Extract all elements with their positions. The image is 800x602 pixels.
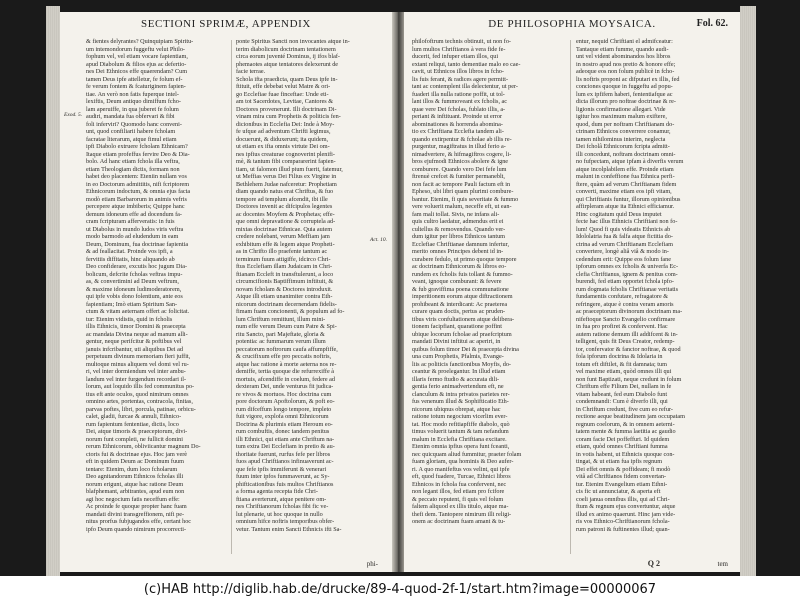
text-line: go Ecclefiae fuae finceftae: Unde eti- xyxy=(236,90,329,98)
text-line: januis infcribantur, uti aliquibus Dei ad xyxy=(86,345,184,353)
right-page-column-b xyxy=(576,38,732,558)
text-line: ri. A quo manifeftus vos velint, qui ipfe xyxy=(412,465,510,473)
text-line: periant & inftituant. Proinde ut error xyxy=(412,113,503,120)
text-line: quibus folum timor Dei & praecepta divina xyxy=(412,345,519,353)
text-line: ftus Ecclefiam illam Judaicam in Chri- xyxy=(236,263,333,270)
text-line: Idololatria fua & falfa atque fictitia do- xyxy=(576,233,673,240)
text-line: conciones quoque in fuggeftu ad popu- xyxy=(576,83,673,90)
text-line: exhibitum effe & legem atque Propheti- xyxy=(236,240,335,248)
text-line: landum vel inter furgendum recordari il- xyxy=(86,375,187,383)
text-line: atque hac ratione à morte aeterna nos re- xyxy=(236,360,337,368)
text-line: Chriftum effe Filium Dei, nullam in fe xyxy=(576,383,672,390)
text-line: timus voluerit tantum & tam nefandum xyxy=(412,428,509,435)
text-line: ctum & vitam aeternam offert ac folicitat. xyxy=(86,308,190,315)
text-line: tius eft ante oculos, quod nimirum omnes xyxy=(86,390,189,398)
text-line: clanculum & intra privatos parietes rer- xyxy=(412,390,510,398)
text-line: dum igitur per libros Ethnicos tantum xyxy=(412,233,505,240)
text-line: quando extirpentur & fcholae ab illis re- xyxy=(412,135,512,143)
text-line: fundamentis confutare, refragatore & xyxy=(576,293,669,300)
text-line: Ecclefiae Chriftianae damnum infertur, xyxy=(412,240,509,248)
text-line: ipforum omnes ex fcholis & univerfa Ec- xyxy=(576,263,679,270)
text-line: que omni depravatione & corruptela ad- xyxy=(236,218,336,225)
text-line: tat. Hoc modo refitiapfiffe diabolo, quò xyxy=(412,420,510,428)
text-line: malunt in confeffione fua Ethnica perfi- xyxy=(576,173,675,180)
text-line: in votis habent, ut Ethnicis quoque con- xyxy=(576,450,675,458)
right-page-column-a xyxy=(412,38,564,558)
text-line: Dei, atque timoris & praeceptorum, divi- xyxy=(86,428,188,435)
text-line: blafphemant, arbitrantes, apud eum non xyxy=(86,488,185,495)
text-line: totum eft diftilet, & fit damnata; tum xyxy=(576,360,667,368)
text-line: lum! Quod fi quis videatis Ethnicis ab xyxy=(576,225,671,233)
text-line: fecte hac illus Ethnicis Chriftiani non fo- xyxy=(576,218,678,225)
text-line: ctrinam Ethnicos converrere conamur, xyxy=(576,128,671,135)
text-line: circumcifionis Baptiffimum inftituit, & xyxy=(236,278,334,285)
text-line: faltem aliquod ex illis titulo, atque ma- xyxy=(412,503,509,510)
text-line: facratae literarum, atque fimul etiam xyxy=(86,135,177,143)
text-line: Itaque etiam profeffus fervire Deo & Dia- xyxy=(86,150,190,158)
text-line: habet deo placentem: Eteniin nullam vos xyxy=(86,173,187,180)
text-line: lorum, aut loquido illis fed communitus po- xyxy=(86,383,195,390)
text-line: cedendum erit: Quippe eos folum fane xyxy=(576,255,672,263)
left-page-edges xyxy=(46,6,60,576)
text-line: convertere, longè aliâ viâ & modo in- xyxy=(576,248,669,255)
text-line: rum patroni & fuftinentes illud; quan- xyxy=(576,525,670,533)
text-line: ut Diabolus in mundo ludos viris veftra xyxy=(86,225,184,233)
signature-mark: Q 2 xyxy=(647,559,660,568)
text-line: nes Dei Ethnicos effe quaerendam? Cum xyxy=(86,68,188,75)
text-line: tentare: Etenim, dum loco fcholarum xyxy=(86,465,178,473)
text-line: fam mali tollat. Sivis, ne infans ali- xyxy=(412,210,500,218)
text-line: ctrina ad verum Chriftianam Ecclefiam xyxy=(576,240,673,248)
text-line: Bethlehem Judae nafceretur: Prophetiam xyxy=(236,180,337,188)
text-line: unt, quod confiliarii habere fcholam xyxy=(86,128,176,135)
text-line: & crucifixum effe pro peccatis noftris, xyxy=(236,353,332,360)
text-line: tor, confervator & fanctor noftrae, & quod xyxy=(576,345,681,353)
text-line: lis fuis ferant, & radices agere permitt- xyxy=(412,75,509,83)
text-line: foli inferviri? Quomodo hanc conveni- xyxy=(86,120,182,128)
text-line: Dei fcholâ Ethnicorum fcripta admitt- xyxy=(576,143,670,150)
text-line: omnium hifce noftris temporibus obfer- xyxy=(236,518,335,525)
text-line: fuum inter ipfos fummaverunt, ac Sy- xyxy=(236,473,330,480)
text-line: Deo confiderare, excutis hoc jugum Dia- xyxy=(86,263,188,270)
text-line: cultellus & removendus. Quando ver- xyxy=(412,225,506,233)
text-line: ligionis confirmatione allegari. Vide xyxy=(576,105,666,113)
text-line: lum Chriftum remittunt, illum mini- xyxy=(236,315,326,323)
text-line: Doctores invenit ac difcipulos legentes xyxy=(236,203,333,210)
text-line: Deum, Dominum, fua doctrinae fapientia xyxy=(86,240,189,248)
text-line: non funt Baptizati, neque credunt in folum xyxy=(576,375,682,383)
text-line: qui Chriftianis funtur, illorum opinionibus xyxy=(576,195,681,203)
text-line: refringere, atque è contra veram amoris xyxy=(576,300,674,308)
text-line: lum ex ipfifem haberi, fententiafque ac xyxy=(576,90,673,98)
text-line: ac mandata Divina neque ad manum alli- xyxy=(86,330,188,338)
source-url-text: (c)HAB http://diglib.hab.de/drucke/89-4-quod-2f-1/start.htm?image=00000067 xyxy=(143,581,657,597)
text-line: ipfi Diabolo extruere fcholam Ethnicam? xyxy=(86,143,188,150)
text-line: Doctores provenerunt. Illi doctrinam Di- xyxy=(236,105,337,113)
text-line: que fefe ipfis immiferunt & venerari xyxy=(236,465,327,473)
text-line: mè, & tantum fibi compararerint fapien- xyxy=(236,158,336,165)
text-line: vitâ ad Chriftianos fidem convertan- xyxy=(576,473,667,480)
text-line: tum extra Dei Ecclefiam in pretio & au- xyxy=(236,443,335,450)
left-catchword: phi- xyxy=(366,560,378,568)
text-line: & ad feallacitat. Proinde vos ipfi, a xyxy=(86,248,173,255)
book-gutter xyxy=(392,12,404,572)
text-line: pore doctorum Apoftolorum, & poft eo- xyxy=(236,398,335,405)
text-line: Ethnicorum indoctum, & omnia ejus facta xyxy=(86,188,191,195)
text-line: tempore ad templum afcendit, ibi ille xyxy=(236,195,328,203)
text-line: & fientes delyrantes? Quinquipiam Spiritu- xyxy=(86,38,194,45)
text-line: um intemondorum fuggeftu velut Philo- xyxy=(86,45,185,53)
text-line: unt vel vident abominandos hos libros xyxy=(576,53,671,60)
text-line: vetur. Tantum enim Sancti Ethnicis ifti Sa- xyxy=(236,525,342,533)
text-line: quis cultro laedatur, admendus erit ei xyxy=(412,218,504,225)
text-line: converti, maxime etiam eos ipfi vitam, xyxy=(576,188,672,195)
text-line: tur: Etenim vidistis, quid in fcholis xyxy=(86,315,173,323)
text-line: bolicum, defcrite fcholas veftras impu- xyxy=(86,270,183,278)
text-line: cis fic ut annunciatur, & aperta eft xyxy=(576,488,661,495)
text-line: omnino artes, portentas, contracola, finitas, xyxy=(86,398,193,405)
text-line: Dei effet omnis & poffideam; fi modò xyxy=(576,465,671,473)
text-line: liis ac politicis fanctionibus Moyfis, do- xyxy=(412,360,511,368)
text-line: comburere. Quando vero Dei fefe lum xyxy=(412,165,507,173)
right-page-header xyxy=(404,18,740,34)
text-line: in fua pro profiret & confervent. Hac xyxy=(576,323,668,330)
text-line: quae vere Dei fcholas, fublato illis, a- xyxy=(412,105,506,113)
text-line: ponte Spiritus Sancti non invocantes atque in- xyxy=(236,38,350,45)
right-column-divider xyxy=(570,40,571,554)
text-line: & fub graviffima poena communatione xyxy=(412,285,509,293)
text-line: nes Chriftianorum fcholas fibi fic ve- xyxy=(236,503,329,510)
text-line: fervitiis diffitatis, hinc aliquando ab xyxy=(86,255,175,263)
text-line: & maxime idoneum ludimoderatorem, xyxy=(86,285,182,293)
text-line: gentur, neque perifcitur & poftibus vel xyxy=(86,338,182,345)
text-line: Ethnicos in fchola fua confervent, nec xyxy=(412,480,507,488)
text-line: in nostro apud nos pretio & honore effe; xyxy=(576,60,676,68)
text-line: nicorum doctrinam decernendam fidelis- xyxy=(236,300,337,308)
text-line: multoque minus aliquem vel domi vel ru- xyxy=(86,360,189,368)
text-line: imperitionem eorum atque diftractionem xyxy=(412,293,513,300)
folio-number: Fol. 62. xyxy=(696,18,728,29)
text-line: rum dogmata fcholis Chriftianae veritatis xyxy=(576,285,679,293)
right-catchword: tem xyxy=(717,560,728,568)
text-line: rum difceffum longo tempore, impleto xyxy=(236,405,332,413)
text-line: mandati Divini inftitui ac aperiri, in xyxy=(412,338,501,345)
text-line: ratione totum negocium vicerlim ever- xyxy=(412,413,508,420)
text-line: parvas poftes, libri, porcula, patinae, orbicu- xyxy=(86,405,196,413)
text-line: fuam gloriam, qua hominis & Deo aufer- xyxy=(412,458,514,465)
text-line: & peccato reputent, fi quis vel folum xyxy=(412,495,504,503)
text-line: bantur. Etenim, fi quis severitate & fummo xyxy=(412,195,519,203)
text-line: gentia ferio animadvertendum eft, ne xyxy=(412,383,504,390)
text-line: dicta illorum pro noftrae doctrinae & re- xyxy=(576,98,676,105)
text-line: nicorum ubiqnus obrepat, atque hac xyxy=(412,405,501,413)
text-line: dexteram Dei, unde venturus fit judica- xyxy=(236,383,334,390)
text-line: tamen Deus ipfe attelletur, fe folum ef- xyxy=(86,75,183,83)
text-line: tibus viris confultationem atque delibera- xyxy=(412,315,515,323)
text-line: terminum fuum attigiffe, idcirco Chri- xyxy=(236,255,331,263)
text-line: apud Diabolum & filios ejus ac defertio- xyxy=(86,60,187,68)
right-page-edges xyxy=(740,6,756,576)
text-line: prohibeant & interdicant: Ac praeterea xyxy=(412,300,508,308)
text-line: veant, ignoque comburant: & fevere xyxy=(412,278,502,285)
text-line: ac praeceptorum divinorum doctrinam ma- xyxy=(576,308,683,315)
text-line: nitus prorfus fubjugandos effe, certant hoc xyxy=(86,518,192,525)
text-line: Deo agnitandorum Ethnicos fcholas illi xyxy=(86,473,184,480)
text-line: malum in Ecclefia Chriftiana excitare. xyxy=(412,435,507,443)
text-line: coram facie Dei poffeffuri. Id quidem xyxy=(576,435,670,443)
left-page-column-b xyxy=(236,38,380,558)
text-line: telligent, quis fit Deus Creator, redemp- xyxy=(576,338,675,345)
text-line: regnum coelorum, & in omnem aeterni- xyxy=(576,420,675,428)
source-attribution xyxy=(0,576,800,602)
left-page-header xyxy=(60,18,392,34)
text-line: illi Ethnici, qui etiam ante Chriftum na- xyxy=(236,435,335,443)
text-line: modo barmodo ad eludendum in eam xyxy=(86,233,179,240)
text-line: illud ex animo quaerunt. Hinc jam vide- xyxy=(576,510,676,518)
text-line: etiam, quòd omnes Chriftiani fumma xyxy=(576,443,668,450)
text-line: no fufpectam, atque ipfam à diverfis verum xyxy=(576,158,684,165)
text-line: condemnandi: Cum è diverfo illi, qui xyxy=(576,398,668,405)
text-line: diam quando natus erat Chriftus, & fuo xyxy=(236,188,334,195)
text-line: tamen nihilominus interim, neglecta xyxy=(576,135,666,143)
text-line: coeli janua omnibus illis, qui ad Chri- xyxy=(576,495,670,503)
text-line: thefi dem. Tantopere nimirum illi religi- xyxy=(412,510,512,518)
text-line: thoritate fuerunt, rurfus fefe per libros xyxy=(236,450,331,458)
text-line: clefia Chriftianus, ignem & penitus com- xyxy=(576,270,678,278)
text-line: docuerunt, & diduxerunt; ita quidem, xyxy=(236,135,329,143)
text-line: nes ipfius creaturae cognoverint plenifi- xyxy=(236,150,335,158)
text-line: bolo. Ad hanc etiam fchola illa veftra, xyxy=(86,158,180,165)
text-line: ftere, quàm ad verum Chriftianam fidem xyxy=(576,180,677,188)
text-line: Epheso, ubi libri quam plurimi combure- xyxy=(412,188,514,195)
text-line: rum combuftis, donec tandem penitus xyxy=(236,428,330,435)
left-page-column-a xyxy=(86,38,226,558)
text-line: facie terrae. xyxy=(236,68,266,75)
text-line: nimadvertere, & hifmagiftros cogere, li- xyxy=(412,150,512,158)
text-line: vinam mira cum Prophetis & politicis fen- xyxy=(236,113,341,120)
text-line: nec quicquam aliud fummitur, praeter folam xyxy=(412,450,522,458)
text-line: lum multos Chriftianos à vera fide fe- xyxy=(412,45,506,53)
text-line: non facit ac tempore Pauli factum eft in xyxy=(412,180,511,188)
text-line: norum erigunt, atque hac ratione Deum xyxy=(86,480,184,488)
text-line: in Chriftum credunt, five cum eo refur- xyxy=(576,405,673,413)
text-line: audiri, mandata fua obfervari & fibi xyxy=(86,113,175,120)
text-line: illi concedunt, noftram doctrinam omni- xyxy=(576,150,676,158)
text-line: autem ratione demum illi addifcent & in- xyxy=(576,330,678,338)
text-line: tur. Etenim Evangelium etiam Ethni- xyxy=(576,480,668,488)
text-line: ducerit, fed infuper etiam illos, qui xyxy=(412,53,499,60)
text-line: illaris fermo ftudio & accurata dili- xyxy=(412,375,500,383)
left-column-divider xyxy=(231,40,232,554)
text-line: illis Ethnicis, timor Domini & praecepta xyxy=(86,323,186,330)
text-line: rerum Ethnicorum, obliviicantur magnum Do- xyxy=(86,443,201,450)
text-line: tiae. An verò non fatis fuperque intel- xyxy=(86,90,179,98)
text-line: curabere fedulo, ut primo quoque tempore xyxy=(412,255,517,263)
text-line: demum idoneum effe ad docendum fa- xyxy=(86,210,182,218)
text-line: ris vos Ethnico-Chriftianorum fchola- xyxy=(576,518,670,525)
text-line: lut plenarie, ut hoc quoque in nullo xyxy=(236,510,323,518)
text-line: extant reliqui, tanto dementiae malo eo cae- xyxy=(412,60,521,68)
text-line: Atque illi etiam unanimiter contra Eth- xyxy=(236,293,333,300)
text-line: phifticationibus fuis multos Chriftianos xyxy=(236,480,334,488)
text-line: non legant illos, fed etiam pro fcifore xyxy=(412,488,505,495)
text-line: eft, quod fuadere, Turcae, Ethnici libros xyxy=(412,473,511,480)
text-line: tingat, & ut etiam fua ipfis regnum xyxy=(576,458,663,465)
text-line: dicionibus in Ecclefia Dei: Inde à Moy- xyxy=(236,120,335,128)
text-line: as, & convertimini ad Deum veftrum, xyxy=(86,278,179,285)
text-line: fe ufque ad adventum Chrifti legimus, xyxy=(236,128,331,135)
text-line: circa eorum juventé Dominus, ij ifos blaf- xyxy=(236,53,340,60)
text-line: atque incolplabilem effe. Proinde etiam xyxy=(576,165,674,173)
text-line: tatem mente & fumma laetitia ac gaudio xyxy=(576,428,676,435)
text-line: am tot Sacerdotes, Levitae, Cantores & xyxy=(236,98,334,105)
left-page xyxy=(60,12,392,572)
text-line: abominationes & horrenda abomina- xyxy=(412,120,503,128)
text-line: Schola ifta praedicta, quam Deus ipfe in- xyxy=(236,75,338,83)
text-line: ut etiam ex ifta omnis virtute Dei om- xyxy=(236,143,330,150)
text-line: burendi, fed etiam opportet fchola ipfo- xyxy=(576,278,674,285)
text-line: qui ipfe vobis dono folentium, ante eos xyxy=(86,293,183,300)
text-line: lam aperuiffe, in qua juberet fe folum xyxy=(86,105,179,113)
text-line: tionem facipfiant, quaratione poffint xyxy=(412,323,502,330)
text-line: modò etiam Barbarorum in animis vefris xyxy=(86,195,187,203)
text-line: rectione aeque beatitudinem jam occupatam xyxy=(576,413,685,420)
text-line: in eo Doctorum admittitis, nifi fcriptorem xyxy=(86,180,190,188)
text-line: fe verum fontem & fcaturiginem fapien- xyxy=(86,83,186,90)
text-line: Doctrina & plurimis etiam Heroum eo- xyxy=(236,420,333,428)
text-line: ritu Sancto, pari Majeftate, gloria & xyxy=(236,330,325,338)
right-margin-note: Act. 10. xyxy=(370,237,387,243)
text-line: tant ac contemplent illa delectentur, ut per- xyxy=(412,83,518,90)
text-line: ftianam Eccleft in transftulerunt, a loco xyxy=(236,270,334,278)
text-line: ac docentes Moyfem & Prophetas; effe- xyxy=(236,210,335,218)
left-margin-note: Exod. 5. xyxy=(64,112,83,118)
text-line: demiffe, tertia quoque die refurrexiffe à xyxy=(236,368,335,375)
text-line: fus venenum illud & Sophifticatio Eth- xyxy=(412,398,509,405)
text-line: fapientiam; Imò etiam Spiritum San- xyxy=(86,300,178,308)
text-line: peccatorum noftrorum caufa affumpfiffe, xyxy=(236,345,338,353)
text-line: credere nolebant, verum Meffiam jam xyxy=(236,233,330,240)
text-line: mandati divini transgreffionem, nifi pe- xyxy=(86,510,184,518)
text-line: agi hoc negocium fatis neceffum effe: xyxy=(86,495,180,503)
text-line: potentia: ac fummarum verum illum xyxy=(236,338,326,345)
text-line: purgentur, magiftratus in illud ferio a- xyxy=(412,143,506,150)
text-line: entur, nequid Chriftiani el admifceatur: xyxy=(576,38,673,45)
text-line: fuos apud Chriftianos infinuaverunt ac- xyxy=(236,458,334,465)
text-line: fuaderi illa nulla ratione poffit, ut tol- xyxy=(412,90,505,98)
text-line: Etenim omnia ipfius opera funt fceanti, xyxy=(412,443,510,450)
text-line: rum fapientum fententiae, dictis, loco xyxy=(86,420,179,428)
text-line: tiam, ut falomon illud pium fuerit, fatemur, xyxy=(236,165,343,173)
text-line: lexiftis, Deum antiquo dimiffum fcho- xyxy=(86,98,181,105)
text-line: curare quam doctis, pertus ac pruden- xyxy=(412,308,506,315)
text-line: adeoque eos non folum publicè in fcho- xyxy=(576,68,675,75)
text-line: ceantur & proelegantur. In illud etiam xyxy=(412,368,506,375)
text-line: fola ipforum doctrina & Idolaria in xyxy=(576,353,663,360)
text-line: igitur hos maximum malum exiftere, xyxy=(576,113,667,120)
text-line: vitam habeant, fed eum Diabolo funt xyxy=(576,390,668,398)
text-line: quod, dum per noftram Chriftianam do- xyxy=(576,120,675,128)
text-line: etiam Theologiam dictis, formam non xyxy=(86,165,180,173)
text-line: una cum Prophetis, Pfalmis, Evange- xyxy=(412,353,504,360)
left-running-head: SECTIONI SPRIMÆ, APPENDIX xyxy=(141,18,311,30)
text-line: vere voluerit malum, neceffe eft, ut ean- xyxy=(412,203,512,210)
text-line: eft in quidem Deum ac Dominum fuum xyxy=(86,458,184,465)
text-line: as in Chrifto illo praefente tantum ac xyxy=(236,248,328,255)
text-line: ftum & regnum ejus convertuntur, atque xyxy=(576,503,676,510)
text-line: ctoris fui & doctrinae ejus. Hoc jam verè xyxy=(86,450,188,458)
text-line: a forma agenta recepta fide Chri- xyxy=(236,488,318,495)
right-running-head: DE PHILOSOPHIA MOYSAICA. xyxy=(488,18,656,30)
text-line: calet, gladii, furcae & annuli, Ethnico- xyxy=(86,413,182,420)
text-line: num effe verum Deum cum Patre & Spi- xyxy=(236,323,337,330)
text-line: ut Meffias verus Dei Filius ex Virgine in xyxy=(236,173,337,180)
text-line: affirpleram atque ita Ethnici efficiamur. xyxy=(576,203,675,210)
text-line: mortuis, afcendiffe in coelum, federe ad xyxy=(236,375,336,383)
text-line: norum funt completi, ne fullicit domini xyxy=(86,435,183,443)
text-line: fophum vel, vel etiam vocare fapientiam, xyxy=(86,53,188,60)
text-line: ftrenuè crefcet & fumiter permaneblt, xyxy=(412,173,505,180)
text-line: perpetuum divinum memoriam fieri juffit, xyxy=(86,353,191,360)
text-line: phemaotes atque tentatores delexerunt de xyxy=(236,60,339,68)
text-line: Hinc cogitatum quid Deus imputet xyxy=(576,210,662,218)
text-line: lis noftris proponi ac difputari ex illis, fed xyxy=(576,75,680,83)
text-line: merito omnes Principes debent id in- xyxy=(412,248,504,255)
text-line: fuit vigore, explofa omni Ethnicorum xyxy=(236,413,329,420)
text-line: rundem ex fcholis fuis tollant & fummo- xyxy=(412,270,513,278)
text-line: ftiana averterunt, atque penitere om- xyxy=(236,495,327,503)
text-line: nifeftoque Sancto Evangelio confirmare xyxy=(576,315,676,323)
text-line: novam fcholam & Doctores introduxit. xyxy=(236,285,333,293)
text-line: fimam fuam concionenti, & populum ad fo- xyxy=(236,308,345,315)
text-line: terim diabolicum doctrinam tentationem xyxy=(236,45,336,53)
text-line: cavit, ut Ethnicos illos libros in fcho- xyxy=(412,68,504,75)
text-line: mixtas doctrinae Ethnicae. Quia autem xyxy=(236,225,333,233)
text-line: bros ejufmodi Ethnicos abolere & igne xyxy=(412,158,509,165)
right-page xyxy=(370,12,740,572)
text-line: cram fcripturam afferveratis: in fuis xyxy=(86,218,175,225)
text-line: lant illos & fummoveant ex fcholis, ac xyxy=(412,98,508,105)
text-line: re vivos & mortuos. Hoc doctrina cum xyxy=(236,390,332,398)
text-line: onem ac doctrinam fuam amant & tu- xyxy=(412,518,506,525)
text-line: ipfo Deum quando nimirum procorrecti- xyxy=(86,525,187,533)
text-line: tio ex Chriftiana Ecclefia tandem ali- xyxy=(412,128,504,135)
text-line: percepere atque imbiberis; Quippe hanc xyxy=(86,203,185,210)
text-line: Tantaque etiam fumme, quando audi- xyxy=(576,45,669,53)
text-line: ubique locorum fcholae ad praefcriptum xyxy=(412,330,512,338)
text-line: Ac proinde fe quoque propter hanc fuam xyxy=(86,503,187,510)
text-line: ri, vel inter dormiendum vel inter ambu- xyxy=(86,368,186,375)
text-line: ftituit, effe debebat velut Matre & ori- xyxy=(236,83,331,90)
text-line: vel maxime etiam, quòd omnes illi qui xyxy=(576,368,672,375)
text-line: philofoftrum technis obtinuit, ut non fo- xyxy=(412,38,511,45)
text-line: ac doctrinam Ethnicorum & libros eo- xyxy=(412,263,507,270)
